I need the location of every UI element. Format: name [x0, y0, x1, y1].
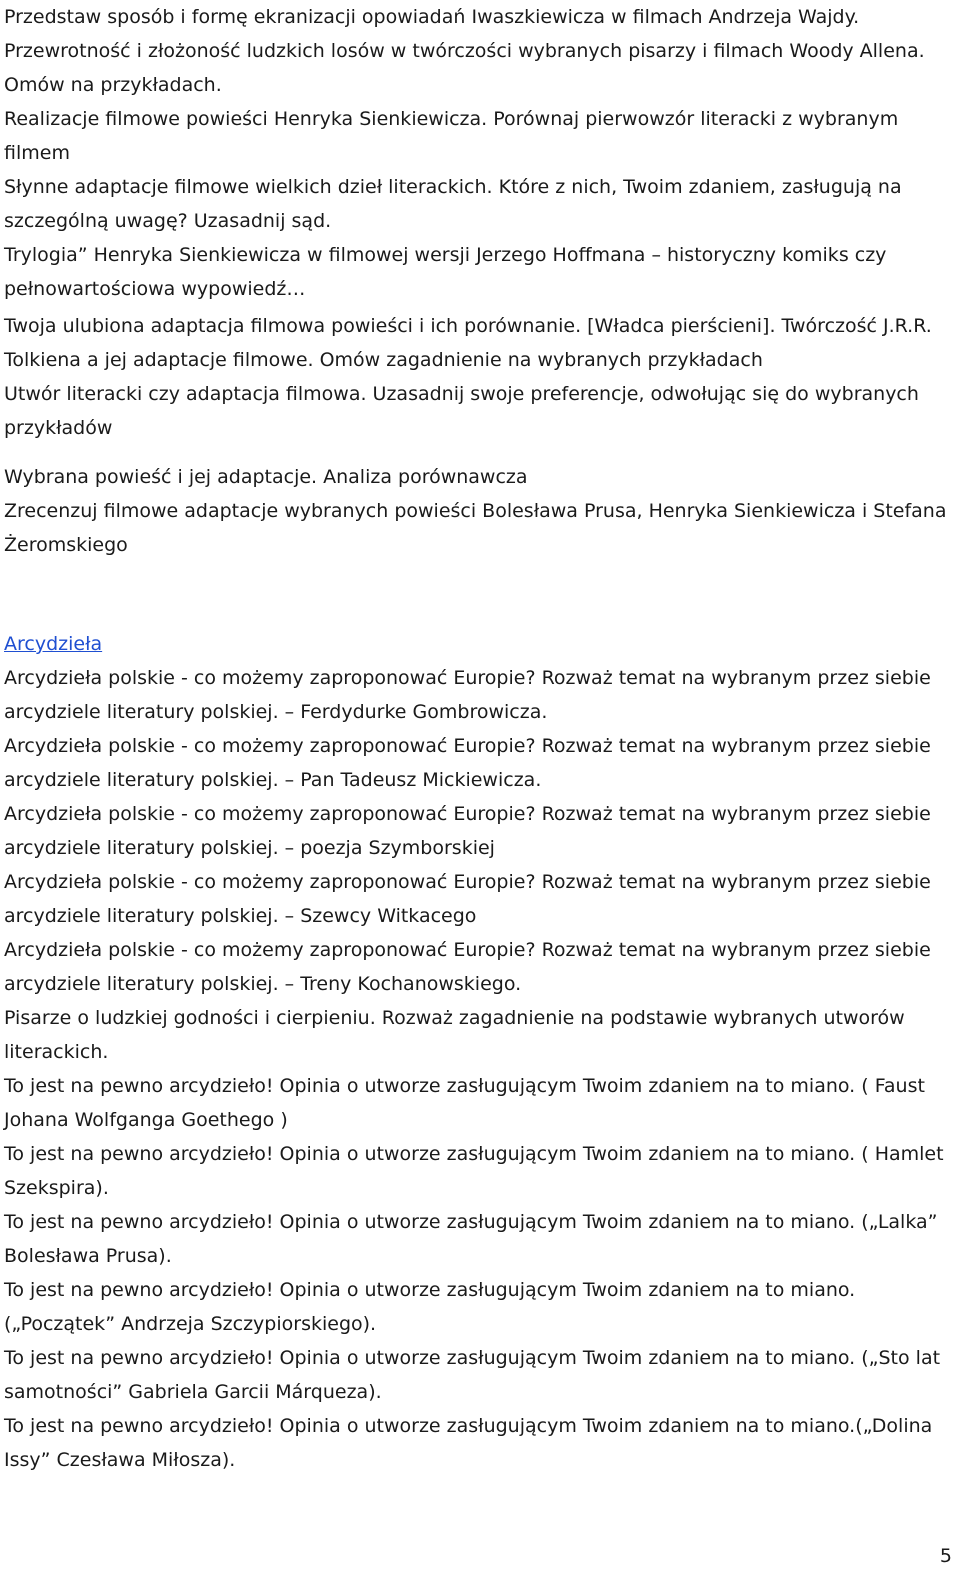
paragraph: Arcydzieła polskie - co możemy zaproponować Europie? Rozważ temat na wybranym przez siebie arcydziele literatury polskiej. – Szewcy Witkacego [4, 871, 931, 927]
paragraph: Trylogia” Henryka Sienkiewicza w filmowej wersji Jerzego Hoffmana – historyczny komiks czy pełnowartościowa wypowiedź… [4, 244, 887, 300]
paragraph: Realizacje filmowe powieści Henryka Sienkiewicza. Porównaj pierwowzór literacki z wybranym filmem [4, 108, 899, 164]
arcydziela-link[interactable]: Arcydzieła [4, 633, 103, 655]
paragraph: To jest na pewno arcydzieło! Opinia o utworze zasługującym Twoim zdaniem na to miano. ( Faust Johana Wolfganga Goethego ) [4, 1075, 925, 1131]
paragraph: Utwór literacki czy adaptacja filmowa. Uzasadnij swoje preferencje, odwołując się do wybranych przykładów [4, 383, 919, 439]
page-number: 5 [939, 1545, 952, 1567]
paragraph: Twoja ulubiona adaptacja filmowa powieści i ich porównanie. [Władca pierścieni]. Twórczość J.R.R. Tolkiena a jej adaptacje filmowe. Omów zagadnienie na wybranych przykładach [4, 315, 932, 371]
paragraph: Arcydzieła polskie - co możemy zaproponować Europie? Rozważ temat na wybranym przez siebie arcydziele literatury polskiej. – Ferdydurke Gombrowicza. [4, 667, 931, 723]
paragraph: Przewrotność i złożoność ludzkich losów w twórczości wybranych pisarzy i filmach Woody Allena. Omów na przykładach. [4, 40, 925, 96]
paragraph: Słynne adaptacje filmowe wielkich dzieł literackich. Które z nich, Twoim zdaniem, zasługują na szczególną uwagę? Uzasadnij sąd. [4, 176, 902, 232]
paragraph: Przedstaw sposób i formę ekranizacji opowiadań Iwaszkiewicza w filmach Andrzeja Wajdy. [4, 6, 860, 28]
paragraph: Arcydzieła polskie - co możemy zaproponować Europie? Rozważ temat na wybranym przez siebie arcydziele literatury polskiej. – Pan Tadeusz Mickiewicza. [4, 735, 931, 791]
paragraph: Arcydzieła polskie - co możemy zaproponować Europie? Rozważ temat na wybranym przez siebie arcydziele literatury polskiej. – poezja Szymborskiej [4, 803, 931, 859]
paragraph: To jest na pewno arcydzieło! Opinia o utworze zasługującym Twoim zdaniem na to miano.(„Dolina Issy” Czesława Miłosza). [4, 1415, 933, 1471]
paragraph: To jest na pewno arcydzieło! Opinia o utworze zasługującym Twoim zdaniem na to miano. ( Hamlet Szekspira). [4, 1143, 944, 1199]
section-2 [4, 309, 948, 445]
paragraph: To jest na pewno arcydzieło! Opinia o utworze zasługującym Twoim zdaniem na to miano. („Sto lat samotności” Gabriela Garcii Márqueza). [4, 1347, 941, 1403]
paragraph: To jest na pewno arcydzieło! Opinia o utworze zasługującym Twoim zdaniem na to miano. („Lalka” Bolesława Prusa). [4, 1211, 938, 1267]
section-arcydziela [4, 627, 948, 1477]
paragraph: Pisarze o ludzkiej godności i cierpieniu. Rozważ zagadnienie na podstawie wybranych utworów literackich. [4, 1007, 905, 1063]
section-3 [4, 460, 948, 562]
paragraph: Zrecenzuj filmowe adaptacje wybranych powieści Bolesława Prusa, Henryka Sienkiewicza i Stefana Żeromskiego [4, 500, 947, 556]
paragraph: Wybrana powieść i jej adaptacje. Analiza porównawcza [4, 466, 528, 488]
paragraph: Arcydzieła polskie - co możemy zaproponować Europie? Rozważ temat na wybranym przez siebie arcydziele literatury polskiej. – Treny Kochanowskiego. [4, 939, 931, 995]
arcydziela-heading-row [4, 627, 948, 661]
paragraph: To jest na pewno arcydzieło! Opinia o utworze zasługującym Twoim zdaniem na to miano. („Początek” Andrzeja Szczypiorskiego). [4, 1279, 856, 1335]
section-1 [4, 0, 948, 306]
